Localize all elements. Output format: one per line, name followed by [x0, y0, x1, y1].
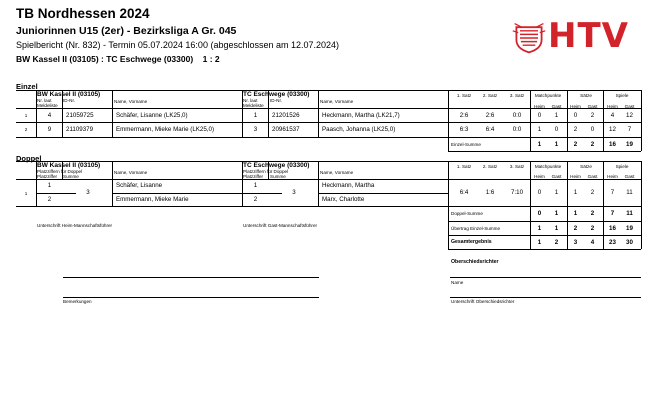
saetze-heim: 0: [573, 112, 578, 119]
spiele-heim: 23: [609, 239, 616, 246]
spiele-heim: 12: [609, 126, 616, 133]
saetze-heim: 1: [573, 210, 578, 217]
away-player-1: Heckmann, Martha: [322, 182, 375, 189]
col-spiele: Spiele: [615, 93, 629, 98]
col-platzziffern: Platzziffern für Doppel: [37, 169, 83, 174]
spiele-heim: 4: [610, 112, 615, 119]
spiele-gast: 19: [626, 141, 633, 148]
col-saetze: Sätze: [580, 164, 592, 169]
hessen-lion-icon: [511, 20, 547, 56]
row-number: 2: [24, 127, 28, 132]
saetze-gast: 2: [590, 225, 595, 232]
saetze-heim: 1: [573, 189, 578, 196]
away-captain-signature-label: Unterschrift Gast-Mannschaftsführer: [243, 223, 318, 228]
doppel-home-team: BW Kassel II (03105): [37, 162, 101, 169]
col-nr-laut: Nr. laut: [37, 98, 52, 103]
col-satz2: 2. Satz: [482, 93, 498, 98]
saetze-gast: 2: [590, 112, 595, 119]
col-spiele: Spiele: [615, 164, 629, 169]
satz3: 7:10: [510, 189, 524, 196]
col-heim: Heim: [534, 104, 545, 109]
away-id: 21201526: [272, 112, 300, 119]
einzel-sum-label: Einzel-Summe: [451, 142, 481, 147]
saetze-gast: 2: [590, 189, 595, 196]
mp-gast: 0: [554, 126, 559, 133]
league-title: Juniorinnen U15 (2er) - Bezirksliga A Gr. 045: [16, 25, 237, 37]
referee-name-label: Name: [451, 280, 464, 285]
col-satz2: 2. Satz: [482, 164, 498, 169]
mp-gast: 1: [554, 189, 559, 196]
htv-logo: HTV: [548, 16, 629, 56]
mp-gast: 2: [554, 239, 559, 246]
away-nr: 1: [253, 112, 258, 119]
summary-label: Doppel-Summe: [451, 211, 483, 216]
home-id: 21059725: [66, 112, 94, 119]
away-platz-1: 1: [253, 182, 258, 189]
away-id: 20961537: [272, 126, 300, 133]
summary-label: Übertrag Einzel-Summe: [451, 226, 501, 231]
satz3: 0:0: [512, 126, 522, 133]
home-player-2: Emmermann, Mieke Marie: [116, 196, 189, 203]
row-number: 1: [24, 113, 28, 118]
col-gast: Gast: [587, 174, 598, 179]
col-heim: Heim: [534, 174, 545, 179]
col-gast: Gast: [624, 104, 635, 109]
home-name: Schäfer, Lisanne (LK25,0): [116, 112, 188, 119]
col-heim: Heim: [570, 174, 581, 179]
satz2: 6:4: [485, 126, 495, 133]
mp-gast: 1: [554, 225, 559, 232]
page-title: TB Nordhessen 2024: [16, 6, 150, 21]
home-id: 21109379: [66, 126, 94, 133]
col-meldeliste: Meldeliste: [37, 103, 58, 108]
col-summe: Summe: [63, 174, 79, 179]
mp-heim: 0: [537, 210, 542, 217]
doppel-section-label: Doppel: [16, 154, 42, 163]
away-platz-2: 2: [253, 196, 258, 203]
home-name: Emmermann, Mieke Marie (LK25,0): [116, 126, 214, 133]
mp-heim: 0: [537, 189, 542, 196]
satz2: 1:6: [485, 189, 495, 196]
spiele-gast: 11: [626, 210, 633, 217]
match-result: BW Kassel II (03105) : TC Eschwege (03300) 1 : 2: [16, 54, 220, 64]
satz1: 2:6: [459, 112, 469, 119]
col-name: Name, Vorname: [114, 99, 148, 104]
satz2: 2:6: [485, 112, 495, 119]
spiele-gast: 7: [627, 126, 632, 133]
saetze-gast: 2: [590, 210, 595, 217]
doppel-away-team: TC Eschwege (03300): [243, 162, 310, 169]
col-platzziffern-away: Platzziffern für Doppel: [243, 169, 289, 174]
col-heim: Heim: [570, 104, 581, 109]
saetze-heim: 3: [573, 239, 578, 246]
col-platzziffer-away: Platzziffer: [243, 174, 264, 179]
mp-heim: 1: [537, 126, 542, 133]
home-player-1: Schäfer, Lisanne: [116, 182, 163, 189]
col-meldeliste-away: Meldeliste: [243, 103, 264, 108]
away-summe: 3: [292, 189, 296, 196]
spiele-gast: 11: [626, 189, 633, 196]
away-nr: 3: [253, 126, 258, 133]
spiele-gast: 30: [626, 239, 633, 246]
col-id-nr-away: ID-Nr.: [270, 98, 282, 103]
home-nr: 9: [47, 126, 52, 133]
mp-gast: 1: [554, 112, 559, 119]
col-name-away: Name, Vorname: [320, 99, 354, 104]
saetze-gast: 2: [590, 141, 595, 148]
spiele-heim: 7: [610, 210, 615, 217]
referee-signature-label: Unterschrift Oberschiedsrichter: [451, 299, 515, 304]
mp-heim: 1: [537, 225, 542, 232]
spiele-gast: 19: [626, 225, 633, 232]
saetze-gast: 0: [590, 126, 595, 133]
away-name: Heckmann, Martha (LK21,7): [322, 112, 400, 119]
col-name-away: Name, Vorname: [320, 170, 354, 175]
col-gast: Gast: [624, 174, 635, 179]
saetze-heim: 2: [573, 126, 578, 133]
row-number: 1: [24, 191, 28, 196]
spiele-gast: 12: [626, 112, 633, 119]
saetze-heim: 2: [573, 141, 578, 148]
col-gast: Gast: [587, 104, 598, 109]
saetze-gast: 4: [590, 239, 595, 246]
spiele-heim: 7: [610, 189, 615, 196]
col-satz3: 3. Satz: [509, 93, 525, 98]
satz1: 6:3: [459, 126, 469, 133]
einzel-away-team: TC Eschwege (03300): [243, 91, 310, 98]
spiele-heim: 16: [609, 225, 616, 232]
mp-heim: 0: [537, 112, 542, 119]
col-platzziffer: Platzziffer: [37, 174, 58, 179]
referee-title: Oberschiedsrichter: [451, 259, 499, 265]
away-name: Paasch, Johanna (LK25,0): [322, 126, 396, 133]
col-satz1: 1. Satz: [456, 93, 472, 98]
col-gast: Gast: [551, 104, 562, 109]
spiele-heim: 16: [609, 141, 616, 148]
report-info: Spielbericht (Nr. 832) - Termin 05.07.2024 16:00 (abgeschlossen am 12.07.2024): [16, 40, 340, 50]
col-summe-away: Summe: [270, 174, 286, 179]
mp-heim: 1: [537, 239, 542, 246]
home-platz-2: 2: [47, 196, 52, 203]
einzel-home-team: BW Kassel II (03105): [37, 91, 101, 98]
home-platz-1: 1: [47, 182, 52, 189]
away-player-2: Marx, Charlotte: [322, 196, 365, 203]
summary-label: Gesamtergebnis: [451, 239, 492, 245]
mp-gast: 1: [554, 210, 559, 217]
mp-heim: 1: [537, 141, 542, 148]
satz1: 6:4: [459, 189, 469, 196]
col-heim: Heim: [607, 104, 618, 109]
col-matchpunkte: Matchpunkte: [534, 164, 562, 169]
remarks-label: Bemerkungen: [63, 299, 92, 304]
home-nr: 4: [47, 112, 52, 119]
col-heim: Heim: [607, 174, 618, 179]
home-captain-signature-label: Unterschrift Heim-Mannschaftsführer: [37, 223, 113, 228]
col-satz1: 1. Satz: [456, 164, 472, 169]
col-matchpunkte: Matchpunkte: [534, 93, 562, 98]
col-id-nr: ID-Nr.: [63, 98, 75, 103]
mp-gast: 1: [554, 141, 559, 148]
home-summe: 3: [86, 189, 90, 196]
col-satz3: 3. Satz: [509, 164, 525, 169]
satz3: 0:0: [512, 112, 522, 119]
col-saetze: Sätze: [580, 93, 592, 98]
einzel-section-label: Einzel: [16, 82, 38, 91]
saetze-heim: 2: [573, 225, 578, 232]
col-nr-laut-away: Nr. laut: [243, 98, 258, 103]
col-gast: Gast: [551, 174, 562, 179]
col-name: Name, Vorname: [114, 170, 148, 175]
